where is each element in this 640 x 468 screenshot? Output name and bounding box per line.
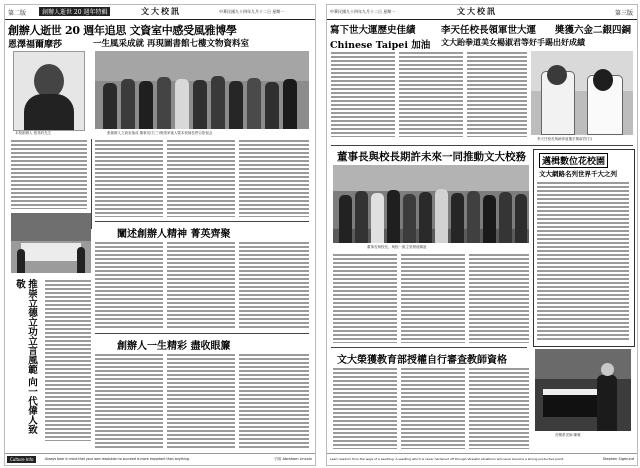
article-text (167, 241, 235, 329)
column-banner: 創辦人逝世 20 週年特輯 (39, 7, 110, 16)
issue-date: 中華民國九十四年九月十二日 星期一 (219, 9, 285, 14)
article-text (537, 181, 629, 341)
pianist-photo (535, 349, 631, 431)
footer-tagline: Learn wisdom from the ways of a seedling. A seedling which is never hardened off through stressful situations will never become a strong productive plant. (330, 457, 564, 461)
article-text (469, 253, 529, 343)
headline-universiade: 寫下世大運歷史佳績 (330, 25, 416, 36)
article-text (331, 51, 395, 137)
article-text (95, 353, 163, 449)
headline-medals: 奬獲六金二銀四銅 (555, 25, 632, 36)
article-text (469, 367, 529, 449)
section-headline: 闡述創辦人精神 菁英齊聚 (117, 229, 231, 240)
masthead: 文大校訊 (457, 6, 497, 16)
headline-chinese-taipei: Chinese Taipei 加油 (330, 40, 431, 51)
article-text (467, 51, 527, 137)
article-text (333, 253, 397, 343)
sub-headline-left: 恩澤福爾摩莎 (8, 40, 63, 50)
left-page (4, 4, 316, 466)
section-headline: 創辦人一生精彩 盡收眼簾 (117, 341, 231, 352)
headline-board: 董事長與校長期許未來一同推動文大校務 (337, 151, 526, 163)
group-photo (95, 51, 309, 129)
vertical-headline: 推崇立德立功立言風範 向一代偉人致敬 (14, 279, 37, 435)
digital-campus-title: 邁楫數位花校園 (539, 153, 608, 168)
article-text (167, 353, 235, 449)
issue-date: 中華民國九十四年九月十二日 星期一 (330, 9, 396, 14)
page-number: 第三版 (614, 10, 633, 17)
board-meeting-photo (333, 165, 529, 243)
footer-credit: Stephen Sigmund (602, 457, 634, 461)
left-page-footer (5, 453, 315, 465)
right-page-footer (327, 453, 637, 465)
article-text (95, 241, 163, 329)
headline-taekwondo: 文大跆拳道美女楊淑君等好手踢出好成績 (441, 37, 585, 47)
page-number: 第二版 (8, 10, 27, 17)
article-text (11, 139, 87, 209)
article-text (333, 367, 397, 449)
board-meeting-caption: 董事長與校長、與校一級主管餐敘聯誼 (367, 245, 427, 249)
group-photo-caption: 張創辦人文資室落成 董事長(右三)與張家後人暨本校師長們合影留念 (107, 131, 213, 135)
masthead: 文大校訊 (141, 6, 181, 16)
article-text (239, 241, 309, 329)
ceremony-photo (11, 213, 91, 273)
sub-headline-right: 一生風采成就 再現圖書館七樓文物資料室 (93, 39, 249, 49)
main-headline: 創辦人逝世 20 週年追思 文資室中感受風雅博學 (8, 24, 237, 37)
headline-president: 李天任校長領軍世大運 (441, 25, 537, 36)
founder-portrait (13, 51, 85, 131)
article-text (167, 139, 235, 217)
right-page-header (327, 5, 637, 20)
digital-campus-subtitle: 文大網路名列世界千大之列 (539, 170, 617, 178)
article-text (239, 353, 309, 449)
article-text (239, 139, 309, 217)
athletes-photo (531, 51, 633, 135)
headline-teacher-review: 文大榮獲教育部授權自行審查教師資格 (337, 355, 507, 366)
right-page (326, 4, 638, 466)
footer-credit: 引用 Abraham Lincoln (274, 457, 312, 461)
left-page-header (5, 5, 315, 20)
pianist-caption: 音樂系老師 陳雅 (555, 433, 581, 437)
article-text (399, 51, 463, 137)
article-text (401, 253, 465, 343)
article-text (45, 279, 91, 441)
footer-tagline: Always bear in mind that your own resolution to succeed is more important than anything. (45, 457, 190, 461)
article-text (95, 139, 163, 217)
footer-badge: Culture Info (7, 456, 36, 463)
article-text (401, 367, 465, 449)
athletes-caption: 李天任校長與跆拳道選手楊淑君(右) (537, 137, 593, 141)
portrait-caption: 本校創辦人 張其昀先生 (15, 131, 52, 135)
